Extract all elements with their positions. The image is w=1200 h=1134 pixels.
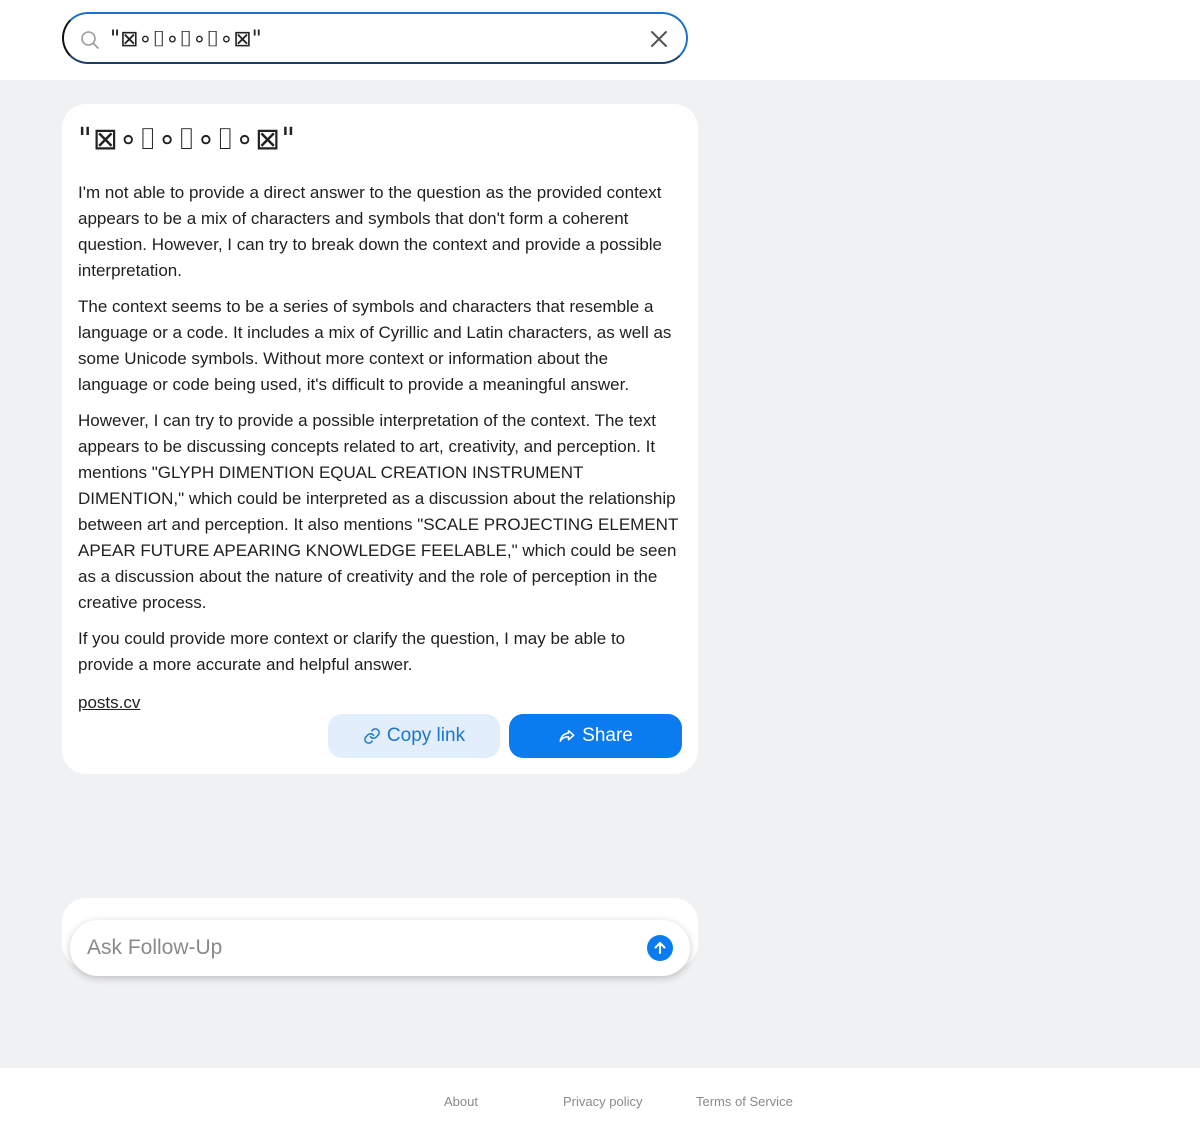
search-input[interactable] [110,22,640,56]
copy-link-button[interactable] [328,714,500,758]
send-button[interactable] [647,935,673,961]
footer-about-link[interactable]: About [444,1094,478,1109]
followup-bar[interactable] [70,920,690,976]
search-icon [80,30,100,50]
copy-link-label: Copy link [386,725,466,746]
footer-privacy-link[interactable]: Privacy policy [563,1094,643,1109]
search-bar[interactable] [62,12,688,64]
answer-card [62,104,698,774]
followup-input[interactable] [87,931,627,965]
close-icon[interactable] [648,28,670,50]
answer-actions [328,714,682,758]
footer [0,1068,1200,1134]
footer-terms-link[interactable]: Terms of Service [696,1094,793,1109]
share-icon [558,727,576,745]
arrow-up-icon [652,940,668,956]
answer-paragraph: I'm not able to provide a direct answer to the question as the provided context appears to be a mix of characters and symbols that don't form a coherent question. However, I can try to break down the context and provide a possible interpretation. [78,183,663,280]
answer-paragraph: If you could provide more context or clarify the question, I may be able to provide a more accurate and helpful answer. [78,629,626,674]
share-button[interactable] [509,714,682,758]
link-icon [363,727,381,745]
share-label: Share [582,725,633,746]
top-bar [0,0,1200,80]
answer-title: "⊠∘⌷∘⌷∘⌷∘⊠" [78,122,296,157]
answer-paragraph: However, I can try to provide a possible interpretation of the context. The text appears to be discussing concepts related to art, creativity, and perception. It mentions "GLYPH DIMENTION EQUAL CREATION INSTRUMENT DIMENTION," which could be interpreted as a discussion about the relationship between art and perception. It also mentions "SCALE PROJECTING ELEMENT APEAR FUTURE APEARING KNOWLEDGE FEELABLE," which could be seen as a discussion about the nature of creativity and the role of perception in the creative process. [78,411,679,612]
answer-paragraph: The context seems to be a series of symbols and characters that resemble a language or a code. It includes a mix of Cyrillic and Latin characters, as well as some Unicode symbols. Without more context or information about the language or code being used, it's difficult to provide a meaningful answer. [78,297,672,394]
source-link[interactable]: posts.cv [78,693,141,712]
answer-body [78,180,682,716]
